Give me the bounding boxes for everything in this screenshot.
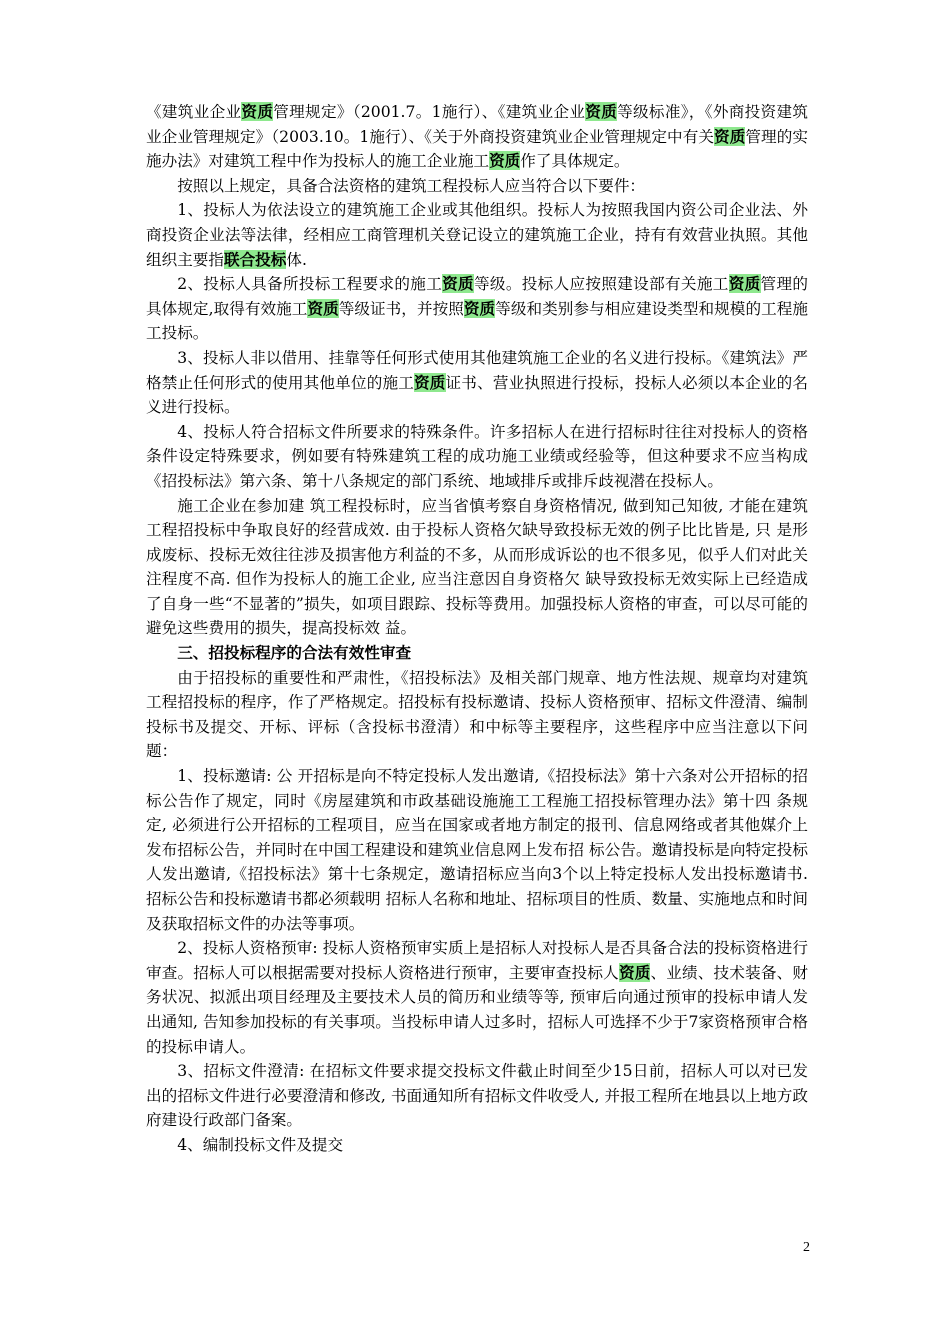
paragraph bbox=[146, 198, 808, 272]
paragraph bbox=[146, 272, 808, 346]
highlighted-term: 资质 bbox=[585, 102, 618, 121]
highlighted-term: 资质 bbox=[463, 298, 496, 318]
text-run: 管理的实施办法》对建筑工程中作为投标人的施工企业施工 bbox=[146, 127, 808, 171]
highlighted-term: 联合投标 bbox=[223, 249, 287, 269]
text-run: 4、投标人符合招标文件所要求的特殊条件。许多招标人在进行招标时往往对投标人的资格条件设定特殊要求，例如要有特殊建筑工程的成功施工业绩或经验等，但这种要求不应当构成《招投标法》第六条、第十八条规定的部门系统、地域排斥或排斥歧视潜在投标人。 bbox=[146, 422, 808, 490]
highlighted-term: 资质 bbox=[414, 372, 446, 392]
text-run: 体. bbox=[286, 250, 307, 269]
section-heading bbox=[146, 641, 808, 666]
text-run: 3、招标文件澄清: 在招标文件要求提交投标文件截止时间至少15日前，招标人可以对已发出的招标文件进行必要澄清和修改, 书面通知所有招标文件收受人, 并报工程所在地县以上地方政府建设行政部门备案。 bbox=[146, 1062, 808, 1130]
highlighted-term: 资质 bbox=[728, 274, 761, 294]
paragraph bbox=[146, 666, 808, 764]
paragraph bbox=[146, 1133, 808, 1158]
paragraph bbox=[146, 1059, 808, 1133]
text-run: 《建筑业企业 bbox=[146, 103, 242, 121]
text-run: 等级证书，并按照 bbox=[338, 299, 464, 318]
text-run: 等级标准》，《外商投资建筑业企业管理规定》（2003.10。1施行）、《关于外商投资建筑业企业管理规定中有关 bbox=[146, 103, 808, 146]
text-run: 、业绩、技术装备、财务状况、拟派出项目经理及主要技术人员的简历和业绩等等, 预审后向通过预审的投标申请人发出通知, 告知参加投标的有关事项。当投标申请人过多时，招标人可选择不少于7家资格预审合格的投标申请人。 bbox=[146, 963, 808, 1056]
text-run: 按照以上规定，具备合法资格的建筑工程投标人应当符合以下要件： bbox=[177, 176, 646, 195]
paragraph bbox=[146, 936, 808, 1059]
text-run: 3、投标人非以借用、挂靠等任何形式使用其他建筑施工企业的名义进行投标。《建筑法》严格禁止任何形式的使用其他单位的施工 bbox=[146, 348, 808, 392]
text-run: 2、投标人具备所投标工程要求的施工 bbox=[177, 275, 443, 294]
paragraph bbox=[146, 494, 808, 642]
text-run: 三、招投标程序的合法有效性审查 bbox=[177, 643, 412, 663]
document-body bbox=[146, 100, 808, 1158]
paragraph bbox=[146, 764, 808, 936]
text-run: 4、编制投标文件及提交 bbox=[177, 1135, 344, 1154]
paragraph bbox=[146, 420, 808, 494]
text-run: 等级。投标人应按照建设部有关施工 bbox=[473, 275, 729, 294]
paragraph bbox=[146, 346, 808, 420]
highlighted-term: 资质 bbox=[489, 151, 521, 171]
highlighted-term: 资质 bbox=[307, 298, 339, 318]
text-run: 管理规定》（2001.7。1施行）、《建筑业企业 bbox=[273, 103, 586, 121]
highlighted-term: 资质 bbox=[618, 962, 651, 982]
text-run: 1、投标邀请: 公 开招标是向不特定投标人发出邀请,《招投标法》第十六条对公开招标的招标公告作了规定，同时《房屋建筑和市政基础设施施工工程施工招投标管理办法》第十四 条规定, 必须进行公开招标的工程项目，应当在国家或者地方制定的报刊、信息网络或者其他媒介上发布招标公告，并同时在中国工程建设和建筑业信息网上发布招 标公告。邀请投标是向特定投标人发出邀请,《招投标法》第十七条规定，邀请招标应当向3个以上特定投标人发出投标邀请书. 招标公告和投标邀请书都必须载明 招标人名称和地址、招标项目的性质、数量、实施地点和时间及获取招标文件的办法等事项。 bbox=[146, 767, 808, 933]
paragraph bbox=[146, 174, 808, 199]
text-run: 施工企业在参加建 筑工程投标时，应当省慎考察自身资格情况, 做到知己知彼, 才能在建筑工程招投标中争取良好的经营成效. 由于投标人资格欠缺导致投标无效的例子比比皆是, 只 是形成废标、投标无效往往涉及损害他方利益的不多，从而形成诉讼的也不很多见，似乎人们对此关注程度不高. 但作为投标人的施工企业, 应当注意因自身资格欠 缺导致投标无效实际上已经造成了自身一些“不显著的”损失，如项目跟踪、投标等费用。加强投标人资格的审查，可以尽可能的避免这些费用的损失，提高投标效 益。 bbox=[146, 496, 808, 638]
text-run: 作了具体规定。 bbox=[520, 152, 630, 171]
text-run: 由于招投标的重要性和严肃性，《招投标法》及相关部门规章、地方性法规、规章均对建筑工程招投标的程序，作了严格规定。招投标有投标邀请、投标人资格预审、招标文件澄清、编制投标书及提交、开标、评标（含投标书澄清）和中标等主要程序，这些程序中应当注意以下问题： bbox=[146, 668, 808, 761]
highlighted-term: 资质 bbox=[714, 126, 746, 146]
text-run: 1、投标人为依法设立的建筑施工企业或其他组织。投标人为按照我国内资公司企业法、外商投资企业法等法律，经相应工商管理机关登记设立的建筑施工企业，持有有效营业执照。其他组织主要指 bbox=[146, 201, 808, 269]
text-run: 管理的具体规定,取得有效施工 bbox=[146, 275, 808, 318]
text-run: 证书、营业执照进行投标，投标人必须以本企业的名义进行投标。 bbox=[146, 373, 808, 417]
page-number: 2 bbox=[803, 1240, 810, 1255]
highlighted-term: 资质 bbox=[442, 274, 474, 294]
highlighted-term: 资质 bbox=[241, 102, 274, 121]
paragraph bbox=[146, 100, 808, 174]
text-run: 等级和类别参与相应建设类型和规模的工程施工投标。 bbox=[146, 299, 808, 343]
text-run: 2、投标人资格预审: 投标人资格预审实质上是招标人对投标人是否具备合法的投标资格进行审查。招标人可以根据需要对投标人资格进行预审，主要审查投标人 bbox=[146, 939, 808, 982]
